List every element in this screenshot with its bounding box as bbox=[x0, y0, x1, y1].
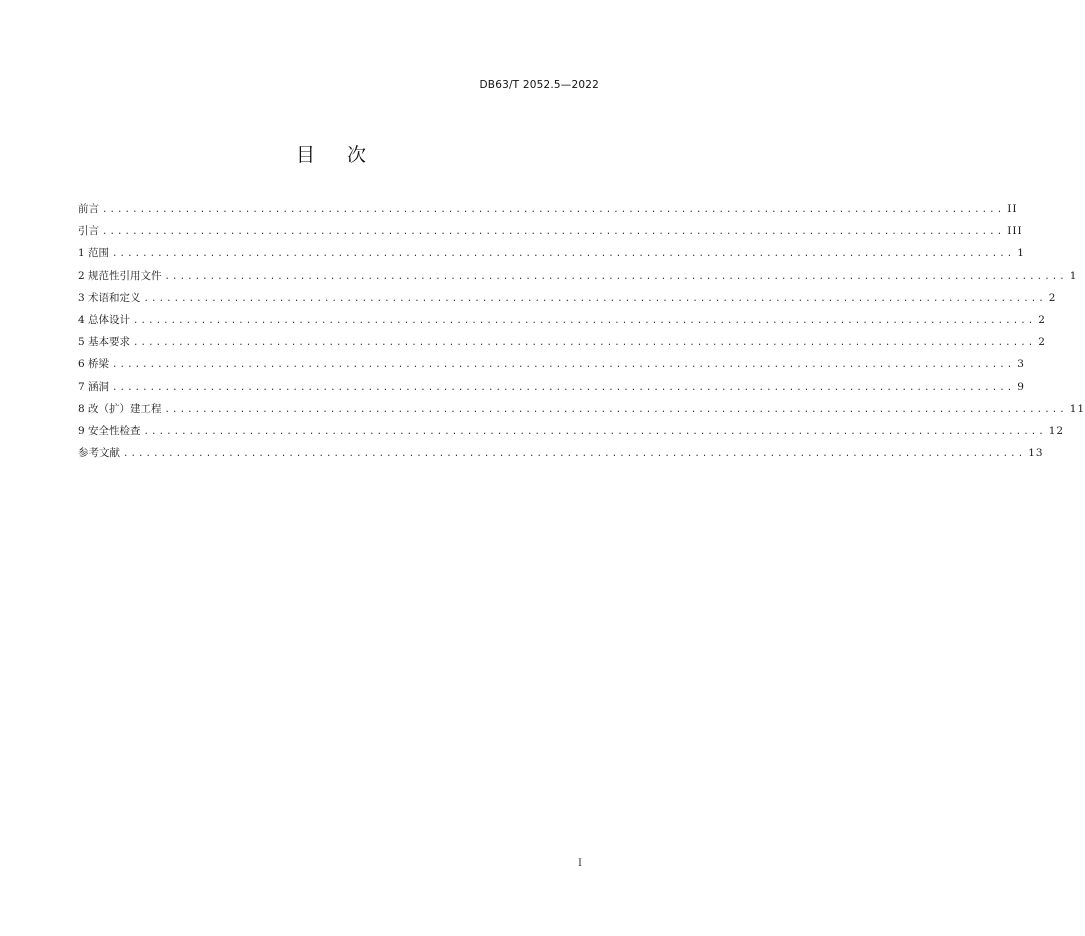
toc-dot-leader: ........................................................................................................................ bbox=[102, 205, 1005, 215]
toc-entry-reconstruction[interactable] bbox=[78, 400, 1085, 422]
toc-entry-number: 6 bbox=[78, 358, 89, 371]
toc-dot-leader: ........................................................................................................................ bbox=[112, 249, 1015, 260]
toc-dot-leader: ........................................................................................................................ bbox=[123, 449, 1026, 460]
toc-dot-leader: ........................................................................................................................ bbox=[164, 271, 1067, 282]
toc-entry-label: 规范性引用文件 bbox=[88, 269, 162, 282]
toc-entry-page: 9 bbox=[1017, 380, 1025, 393]
toc-entry-label: 涵洞 bbox=[88, 380, 110, 393]
toc-entry-number: 3 bbox=[78, 291, 89, 304]
toc-entry-label: 术语和定义 bbox=[88, 291, 141, 304]
toc-entry-normative-references[interactable] bbox=[78, 267, 1078, 289]
toc-entry-label: 引言 bbox=[78, 225, 99, 238]
toc-entry-label: 前言 bbox=[78, 203, 99, 215]
toc-entry-page: 2 bbox=[1038, 336, 1046, 349]
toc-entry-bibliography[interactable] bbox=[78, 444, 1044, 466]
toc-entry-scope[interactable] bbox=[78, 244, 1025, 266]
toc-entry-basic-requirements[interactable] bbox=[78, 333, 1046, 355]
toc-entry-page: III bbox=[1007, 225, 1023, 238]
toc-dot-leader: ........................................................................................................................ bbox=[164, 404, 1067, 415]
toc-entry-page: 11 bbox=[1069, 402, 1085, 415]
toc-entry-safety-inspection[interactable] bbox=[78, 422, 1065, 444]
toc-dot-leader: ........................................................................................................................ bbox=[112, 382, 1015, 393]
toc-entry-label: 改（扩）建工程 bbox=[88, 402, 162, 415]
toc-entry-label: 参考文献 bbox=[78, 447, 120, 460]
toc-entry-number: 7 bbox=[78, 380, 89, 393]
toc-entry-number: 5 bbox=[78, 336, 89, 349]
toc-entry-page: 1 bbox=[1017, 247, 1025, 260]
toc-entry-label: 基本要求 bbox=[88, 336, 131, 349]
toc-entry-label: 总体设计 bbox=[88, 313, 131, 326]
toc-dot-leader: ........................................................................................................................ bbox=[102, 227, 1005, 238]
toc-entry-number: 9 bbox=[78, 424, 89, 437]
toc-entry-number: 1 bbox=[78, 247, 89, 260]
toc-entry-page: 12 bbox=[1048, 424, 1065, 437]
toc-entry-number: 2 bbox=[78, 269, 89, 282]
toc-entry-terms-definitions[interactable] bbox=[78, 289, 1057, 311]
table-of-contents bbox=[78, 200, 1085, 466]
toc-dot-leader: ........................................................................................................................ bbox=[112, 360, 1015, 371]
toc-entry-page: II bbox=[1007, 203, 1018, 215]
toc-entry-page: 3 bbox=[1017, 358, 1025, 371]
toc-entry-culverts[interactable] bbox=[78, 378, 1025, 400]
toc-entry-page: 1 bbox=[1069, 269, 1078, 282]
toc-title: 目次 bbox=[295, 144, 398, 166]
toc-entry-number: 8 bbox=[78, 402, 89, 415]
toc-dot-leader: ........................................................................................................................ bbox=[143, 293, 1046, 304]
toc-entry-foreword[interactable] bbox=[78, 200, 1018, 222]
toc-entry-page: 2 bbox=[1038, 313, 1046, 326]
toc-dot-leader: ........................................................................................................................ bbox=[133, 315, 1036, 326]
toc-dot-leader: ........................................................................................................................ bbox=[143, 426, 1046, 437]
toc-entry-label: 桥梁 bbox=[88, 358, 110, 371]
toc-entry-introduction[interactable] bbox=[78, 222, 1023, 244]
page-number: I bbox=[578, 858, 582, 869]
toc-dot-leader: ........................................................................................................................ bbox=[133, 338, 1036, 349]
toc-entry-label: 范围 bbox=[88, 247, 110, 260]
toc-entry-page: 13 bbox=[1028, 447, 1044, 460]
toc-entry-label: 安全性检查 bbox=[88, 424, 141, 437]
toc-entry-bridges[interactable] bbox=[78, 355, 1025, 377]
document-code: DB63/T 2052.5—2022 bbox=[479, 79, 599, 91]
toc-entry-page: 2 bbox=[1048, 291, 1057, 304]
toc-entry-overall-design[interactable] bbox=[78, 311, 1046, 333]
toc-entry-number: 4 bbox=[78, 313, 89, 326]
